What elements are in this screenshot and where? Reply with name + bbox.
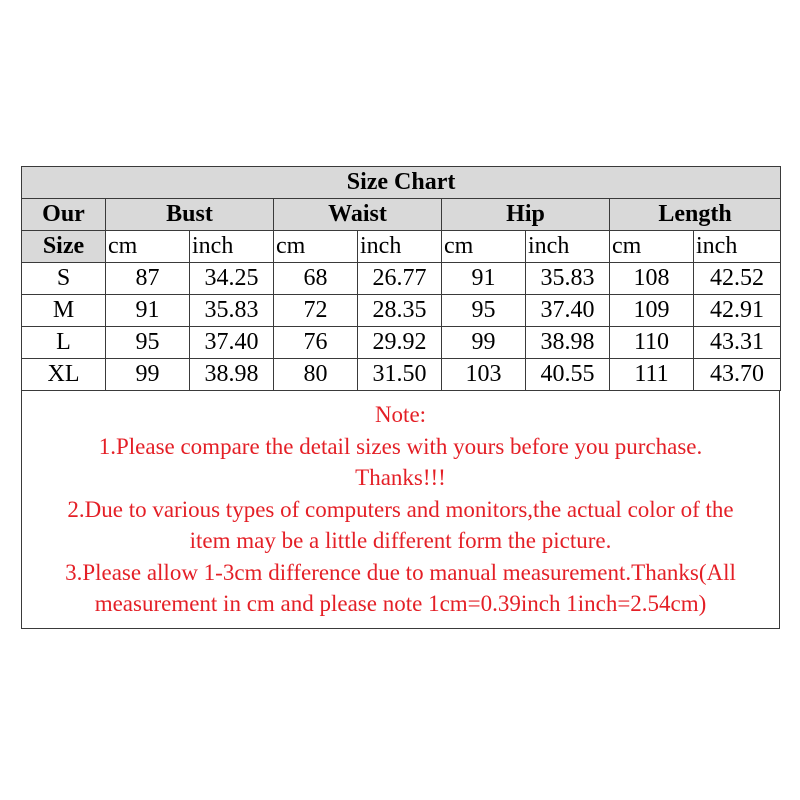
length-unit-inch: inch xyxy=(694,231,781,263)
waist-cm-cell: 80 xyxy=(274,359,358,391)
hip-cm-cell: 91 xyxy=(442,263,526,295)
length-unit-cm: cm xyxy=(610,231,694,263)
size-header-bottom: Size xyxy=(22,231,106,263)
bust-inch-cell: 38.98 xyxy=(190,359,274,391)
note-line: 1.Please compare the detail sizes with yours before you purchase. xyxy=(98,433,703,459)
table-row xyxy=(22,295,781,327)
length-cm-cell: 111 xyxy=(610,359,694,391)
bust-unit-inch: inch xyxy=(190,231,274,263)
size-cell: M xyxy=(22,295,106,327)
bust-cm-cell: 99 xyxy=(106,359,190,391)
table-row xyxy=(22,327,781,359)
length-inch-cell: 43.70 xyxy=(694,359,781,391)
hip-inch-cell: 37.40 xyxy=(526,295,610,327)
bust-unit-cm: cm xyxy=(106,231,190,263)
size-cell: L xyxy=(22,327,106,359)
hip-inch-cell: 38.98 xyxy=(526,327,610,359)
waist-unit-inch: inch xyxy=(358,231,442,263)
length-cm-cell: 109 xyxy=(610,295,694,327)
unit-header-row xyxy=(22,231,781,263)
waist-inch-cell: 26.77 xyxy=(358,263,442,295)
length-inch-cell: 43.31 xyxy=(694,327,781,359)
notes-box xyxy=(21,391,780,629)
waist-inch-cell: 28.35 xyxy=(358,295,442,327)
length-cm-cell: 108 xyxy=(610,263,694,295)
waist-header: Waist xyxy=(274,199,442,231)
note-heading: Note: xyxy=(374,402,427,427)
hip-header: Hip xyxy=(442,199,610,231)
hip-inch-cell: 40.55 xyxy=(526,359,610,391)
length-inch-cell: 42.52 xyxy=(694,263,781,295)
size-cell: S xyxy=(22,263,106,295)
bust-inch-cell: 34.25 xyxy=(190,263,274,295)
waist-cm-cell: 68 xyxy=(274,263,358,295)
bust-cm-cell: 87 xyxy=(106,263,190,295)
note-line: item may be a little different form the picture. xyxy=(189,528,612,553)
table-row xyxy=(22,263,781,295)
note-line: 3.Please allow 1-3cm difference due to manual measurement.Thanks(All xyxy=(65,559,736,585)
waist-cm-cell: 72 xyxy=(274,295,358,327)
table-row xyxy=(22,359,781,391)
bust-cm-cell: 95 xyxy=(106,327,190,359)
hip-inch-cell: 35.83 xyxy=(526,263,610,295)
waist-cm-cell: 76 xyxy=(274,327,358,359)
length-header: Length xyxy=(610,199,781,231)
waist-inch-cell: 31.50 xyxy=(358,359,442,391)
size-cell: XL xyxy=(22,359,106,391)
group-header-row xyxy=(22,199,781,231)
hip-unit-cm: cm xyxy=(442,231,526,263)
note-line: 2.Due to various types of computers and monitors,the actual color of the xyxy=(67,496,734,522)
hip-unit-inch: inch xyxy=(526,231,610,263)
waist-unit-cm: cm xyxy=(274,231,358,263)
bust-inch-cell: 37.40 xyxy=(190,327,274,359)
size-chart xyxy=(21,166,780,629)
note-line: Thanks!!! xyxy=(355,465,446,490)
length-cm-cell: 110 xyxy=(610,327,694,359)
size-table xyxy=(21,166,781,391)
bust-inch-cell: 35.83 xyxy=(190,295,274,327)
bust-cm-cell: 91 xyxy=(106,295,190,327)
hip-cm-cell: 103 xyxy=(442,359,526,391)
bust-header: Bust xyxy=(106,199,274,231)
chart-title: Size Chart xyxy=(22,167,781,199)
size-header-top: Our xyxy=(22,199,106,231)
hip-cm-cell: 95 xyxy=(442,295,526,327)
hip-cm-cell: 99 xyxy=(442,327,526,359)
length-inch-cell: 42.91 xyxy=(694,295,781,327)
note-line: measurement in cm and please note 1cm=0.39inch 1inch=2.54cm) xyxy=(94,591,707,616)
title-row xyxy=(22,167,781,199)
waist-inch-cell: 29.92 xyxy=(358,327,442,359)
